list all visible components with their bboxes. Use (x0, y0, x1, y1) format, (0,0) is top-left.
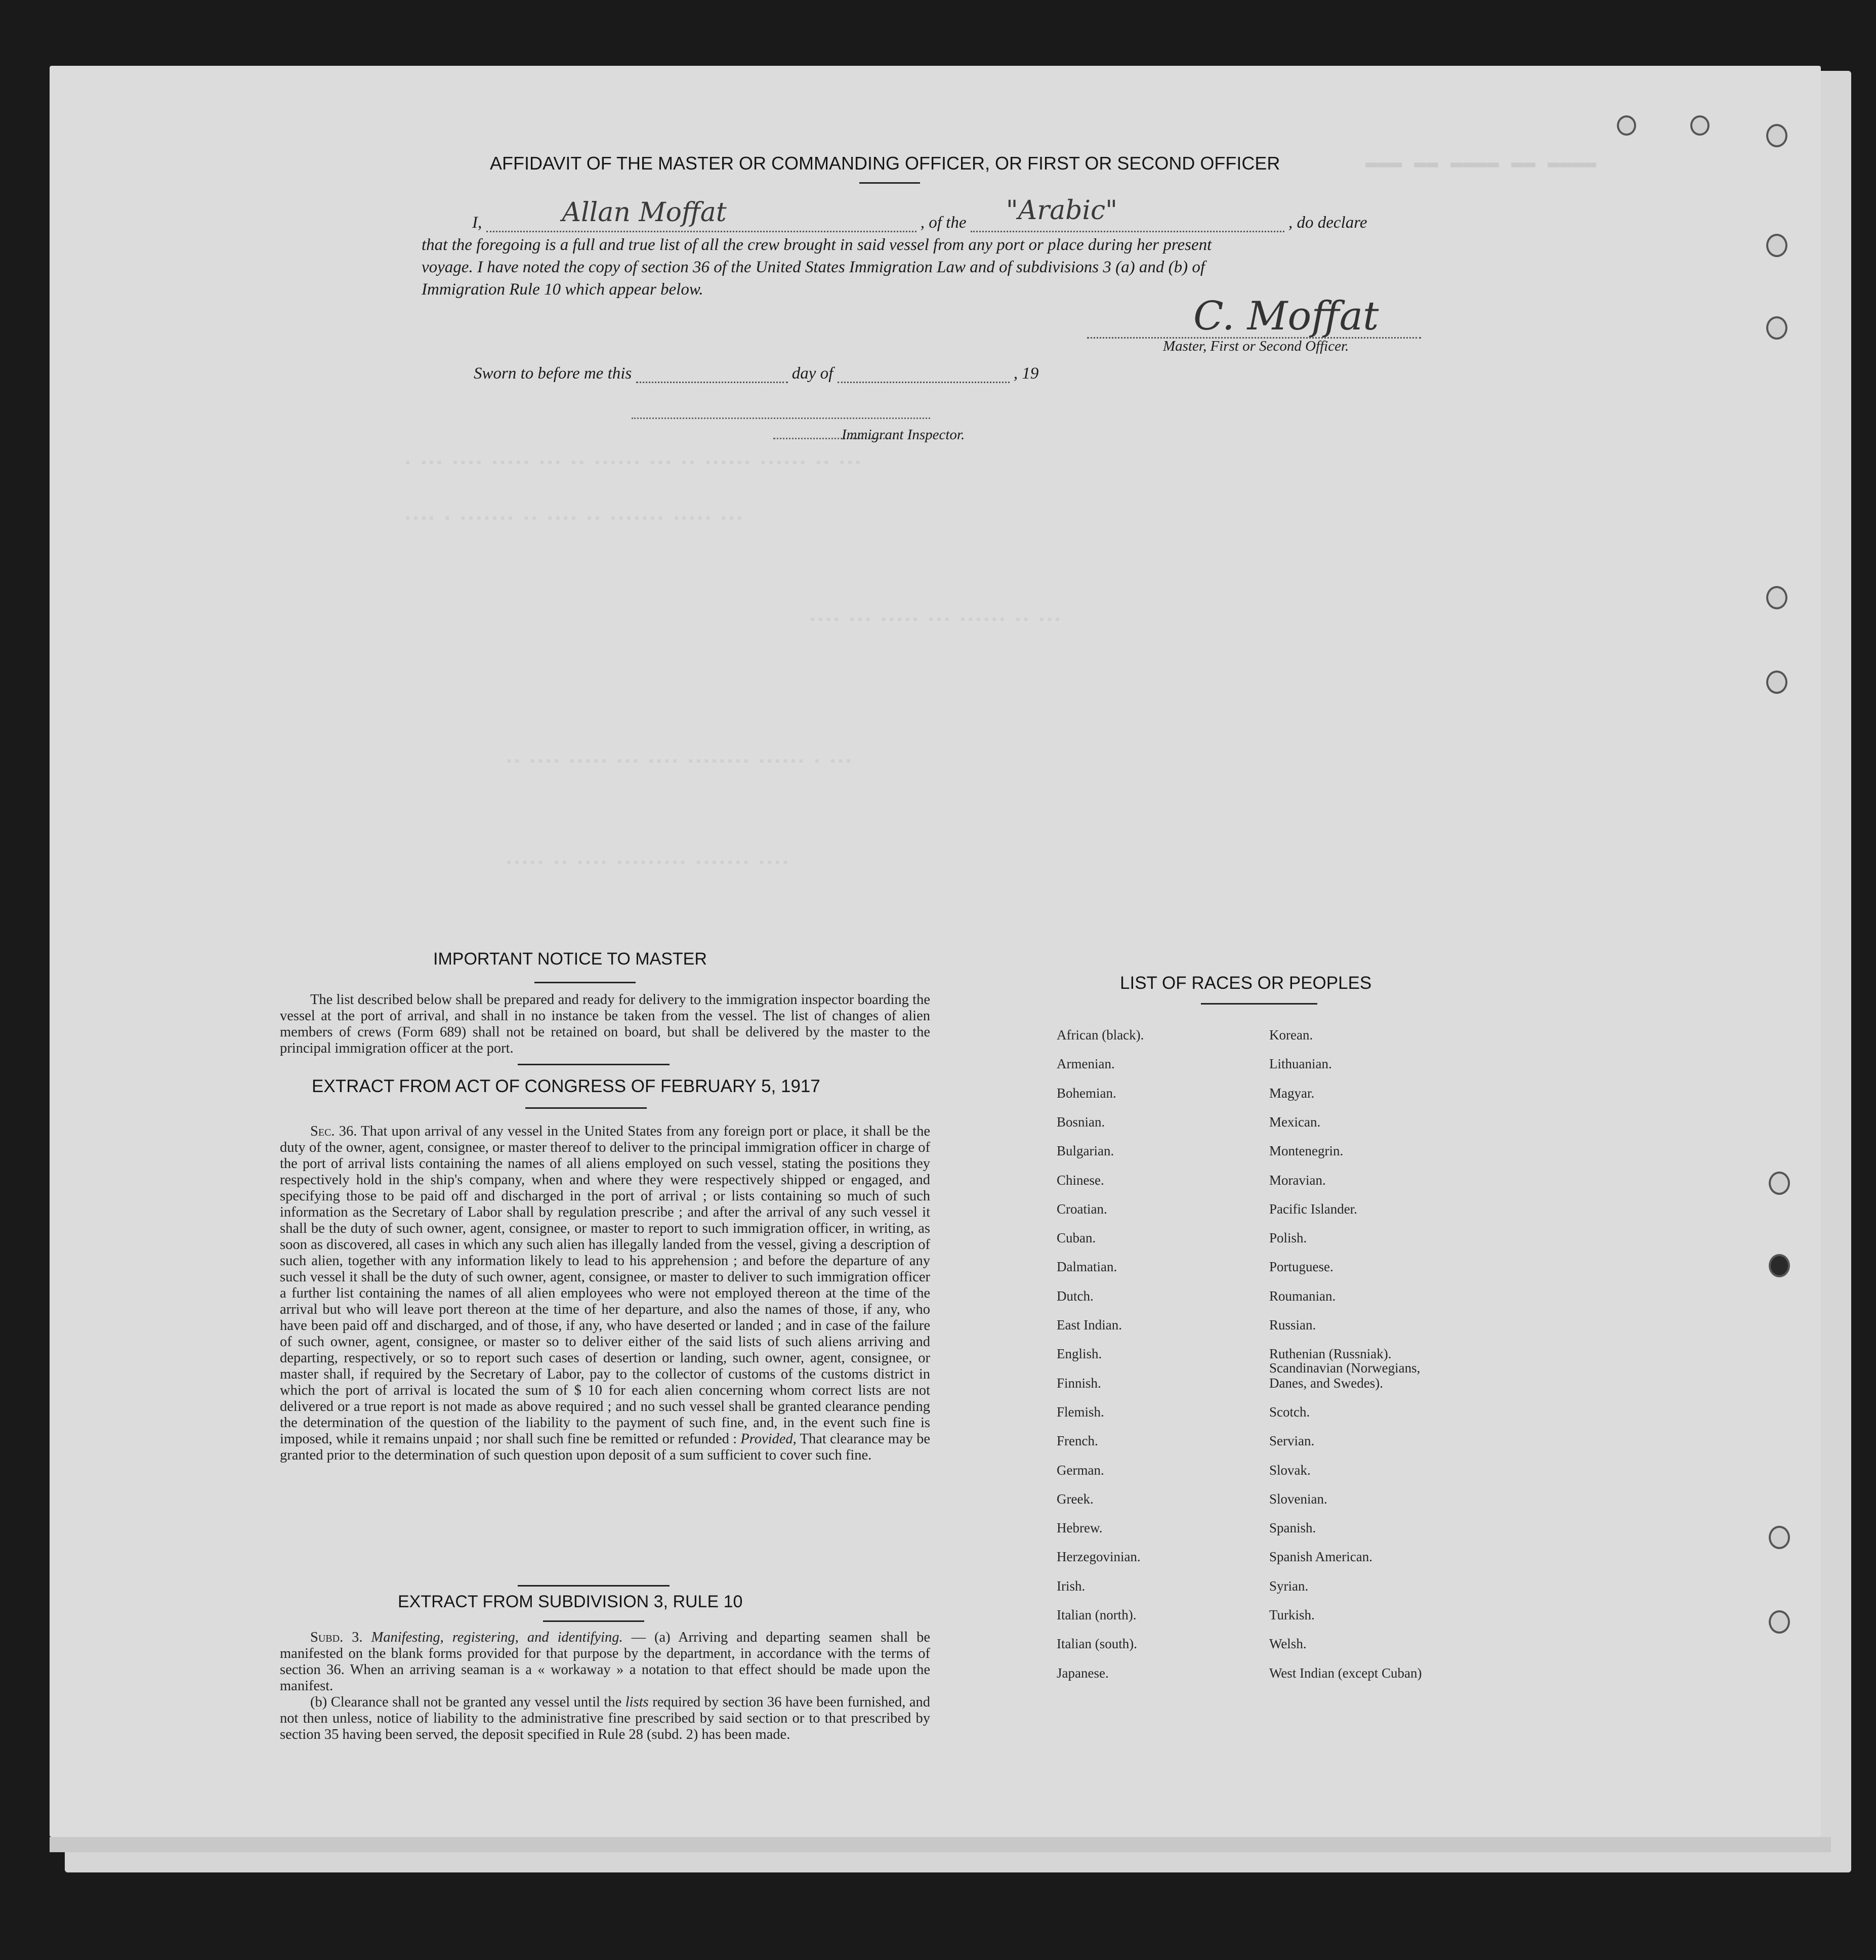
race-item: Welsh. (1269, 1636, 1307, 1651)
race-item: Roumanian. (1269, 1288, 1336, 1304)
race-item: Finnish. (1057, 1375, 1101, 1391)
race-item: French. (1057, 1433, 1098, 1448)
race-item: Bohemian. (1057, 1086, 1116, 1101)
race-item: Spanish. (1269, 1520, 1316, 1535)
bleed-through-row: ▪▪▪▪▪ ▪▪ ▪▪▪▪ ▪▪▪▪▪▪▪▪▪ ▪▪▪▪▪▪▪ ▪▪▪▪ (505, 855, 789, 870)
race-item: English. (1057, 1346, 1102, 1361)
punch-hole (1766, 316, 1787, 340)
act-section-label: Sec. 36. (310, 1123, 357, 1139)
punch-hole (1617, 115, 1636, 136)
rule10-rule (543, 1620, 644, 1622)
declaration-line-2: that the foregoing is a full and true list of all the crew brought in said vessel from any port or place during her present (422, 236, 1212, 254)
race-item: Herzegovinian. (1057, 1549, 1141, 1564)
race-item: Scotch. (1269, 1404, 1310, 1420)
year-label: , 19 (1013, 364, 1039, 383)
race-item: Pacific Islander. (1269, 1201, 1357, 1217)
page-edge (50, 1837, 1831, 1852)
race-item: Korean. (1269, 1027, 1313, 1042)
bleed-through-row: ▪▪▪▪ ▪ ▪▪▪▪▪▪▪ ▪▪ ▪▪▪▪ ▪▪ ▪▪▪▪▪▪▪ ▪▪▪▪▪ ▪▪▪ (404, 511, 743, 526)
race-item: Japanese. (1057, 1665, 1109, 1681)
notice-paragraph: The list described below shall be prepared and ready for delivery to the immigration inspector boarding the vessel at the port of arrival, and shall in no instance be taken from the vessel. The list of changes of alien members of crews (Form 689) shall not be retained on board, but shall be delivered by the master to the principal immigration officer at the port. (280, 992, 930, 1056)
race-item: Mexican. (1269, 1114, 1321, 1130)
sworn-month-field[interactable] (838, 366, 1010, 383)
punch-hole (1769, 1254, 1790, 1277)
subd-para-b-label: (b) (310, 1694, 327, 1710)
race-item: Chinese. (1057, 1173, 1104, 1188)
inspector-signature-line (632, 418, 930, 419)
inspector-caption: Immigrant Inspector. (842, 427, 965, 443)
race-item: Syrian. (1269, 1578, 1309, 1594)
race-item: Dalmatian. (1057, 1259, 1117, 1274)
race-item: Turkish. (1269, 1607, 1315, 1622)
sworn-line (474, 364, 1038, 383)
vessel-name: "Arabic" (1006, 195, 1118, 226)
races-left-column (1057, 1027, 1259, 1776)
race-item: Magyar. (1269, 1086, 1315, 1101)
subd-label: Subd. 3. (310, 1630, 363, 1645)
punch-hole (1766, 124, 1787, 147)
of-the-label: , of the (920, 214, 967, 232)
punch-hole (1766, 586, 1787, 609)
bleed-through-row: ▪ ▪▪▪ ▪▪▪▪ ▪▪▪▪▪ ▪▪▪ ▪▪ ▪▪▪▪▪▪ ▪▪▪ ▪▪ ▪▪▪▪▪▪ ▪▪▪▪▪▪ ▪▪ ▪▪▪ (404, 455, 862, 471)
act-rule (525, 1107, 647, 1109)
race-item: African (black). (1057, 1027, 1144, 1042)
sworn-day-field[interactable] (636, 366, 788, 383)
day-of-label: day of (791, 364, 833, 383)
race-item: Croatian. (1057, 1201, 1107, 1217)
act-provided: Provided, (740, 1431, 797, 1447)
notice-text (280, 992, 930, 1057)
subd-para-a: — (a) Arriving and departing seamen shall be manifested on the blank forms provided for that purpose by the department, in accordance with the terms of section 36. When an arriving seaman is a « workaway » a notation to that effect should be made upon the manifest. (280, 1630, 931, 1694)
race-item: Slovenian. (1269, 1491, 1327, 1507)
signature-caption: Master, First or Second Officer. (1163, 338, 1349, 354)
race-item: German. (1057, 1463, 1104, 1478)
race-item: Flemish. (1057, 1404, 1104, 1420)
punch-hole (1690, 115, 1710, 136)
act-end-rule (518, 1585, 670, 1587)
declaration-line-4: Immigration Rule 10 which appear below. (422, 280, 703, 299)
race-item: Montenegrin. (1269, 1143, 1344, 1158)
vessel-name-field[interactable] (971, 195, 1284, 232)
rule10-text (280, 1630, 930, 1743)
rule10-title: EXTRACT FROM SUBDIVISION 3, RULE 10 (398, 1592, 743, 1611)
race-item: Hebrew. (1057, 1520, 1103, 1535)
race-item: Greek. (1057, 1491, 1094, 1507)
act-title: EXTRACT FROM ACT OF CONGRESS OF FEBRUARY 5, 1917 (312, 1076, 820, 1096)
affidavit-title: AFFIDAVIT OF THE MASTER OR COMMANDING OFFICER, OR FIRST OR SECOND OFFICER (490, 153, 1280, 174)
rule10-paragraph-b (280, 1694, 930, 1743)
master-name: Allan Moffat (562, 197, 727, 228)
race-item: Servian. (1269, 1433, 1315, 1448)
race-item: Dutch. (1057, 1288, 1094, 1304)
master-name-field[interactable] (486, 197, 916, 232)
declaration-line-3: voyage. I have noted the copy of section 36 of the United States Immigration Law and of subdivisions 3 (a) and (b) of (422, 258, 1205, 276)
master-signature: C. Moffat (1193, 294, 1379, 339)
subd-para-b-lists: lists (625, 1694, 649, 1710)
race-item: Irish. (1057, 1578, 1086, 1594)
title-rule (859, 182, 920, 184)
race-item: East Indian. (1057, 1317, 1122, 1332)
punch-hole (1769, 1526, 1790, 1549)
race-item: Slovak. (1269, 1463, 1311, 1478)
punch-hole (1769, 1172, 1790, 1195)
race-item: Spanish American. (1269, 1549, 1372, 1564)
race-item: Portuguese. (1269, 1259, 1333, 1274)
act-body: That upon arrival of any vessel in the United States from any foreign port or place, it shall be the duty of the owner, agent, consignee, or master thereof to deliver to the principal immigration officer in charge of the port of arrival lists containing the names of all aliens employed on such vessel, stating the positions they respectively hold in the ship's company, when and where they were respectively shipped or engaged, and specifying those to be paid off and discharged in the port of arrival ; or lists containing so much of such information as the Secretary of Labor shall by regulation prescribe ; and after the arrival of any such vessel it shall be the duty of such owner, agent, consignee, or master to report to such immigration officer, in writing, as soon as discovered, all cases in which any such alien has illegally landed from the vessel, giving a description of such alien, together with any information likely to lead to his apprehension ; and before the departure of any such vessel it shall be the duty of such owner, agent, consignee, or master to deliver to such immigration officer a further list containing the names of all alien employees who were not employed thereon at the time of the arrival but who will leave port thereon at the time of her departure, and also the names of those, if any, who have been paid off and discharged, and of those, if any, who have deserted or landed ; and in case of the failure of such owner, agent, consignee, or master so to deliver either of the said lists of such aliens arriving and departing, respectively, or so to report such cases of desertion or landing, such owner, agent, consignee, or master shall, if required by the Secretary of Labor, pay to the collector of customs of the customs district in which the port of arrival is located the sum of $ 10 for each alien concerning whom correct lists are not delivered or a true report is not made as above required ; and no such vessel shall be granted clearance pending the determination of the question of the liability to the payment of such fine, and, in the event such fine is imposed, while it remains unpaid ; nor shall such fine be remitted or refunded : (280, 1123, 930, 1447)
bleed-through-heading: ▬▬▬ ▬▬ ▬▬▬▬ ▬▬ ▬▬▬▬ (1365, 152, 1597, 175)
race-item: Bulgarian. (1057, 1143, 1114, 1158)
i-label: I, (472, 214, 482, 232)
subd-para-b-2: required by section 36 have been furnished, and not then unless, notice of liability to the administrative fine prescribed by said section or to that prescribed by section 35 having been served, the deposit specified in Rule 28 (subd. 2) has been made. (280, 1694, 930, 1742)
race-item: Danes, and Swedes). (1269, 1375, 1383, 1391)
race-item: Russian. (1269, 1317, 1316, 1332)
sworn-label: Sworn to before me this (474, 364, 632, 383)
race-item: Scandinavian (Norwegians, (1269, 1360, 1421, 1375)
race-item: Ruthenian (Russniak). (1269, 1346, 1392, 1361)
act-body-end: That clearance may be granted prior to the determination of such question upon deposit of a sum sufficient to cover such fine. (280, 1431, 930, 1463)
document-page (50, 66, 1821, 1837)
races-title: LIST OF RACES OR PEOPLES (1120, 973, 1372, 993)
punch-hole (1769, 1610, 1790, 1634)
declaration-line-1 (472, 195, 1459, 232)
race-item: Bosnian. (1057, 1114, 1105, 1130)
race-item: Moravian. (1269, 1173, 1326, 1188)
races-rule (1201, 1003, 1317, 1005)
race-item: Italian (south). (1057, 1636, 1137, 1651)
punch-hole (1766, 234, 1787, 257)
subd-para-b-1: Clearance shall not be granted any vessel until the (330, 1694, 622, 1710)
bleed-through-row: ▪▪▪▪ ▪▪▪ ▪▪▪▪▪ ▪▪▪ ▪▪▪▪▪▪ ▪▪ ▪▪▪ (809, 612, 1062, 628)
race-item: West Indian (except Cuban) (1269, 1665, 1422, 1681)
race-item: Cuban. (1057, 1230, 1096, 1245)
notice-title: IMPORTANT NOTICE TO MASTER (433, 949, 707, 969)
rule10-paragraph-a (280, 1630, 930, 1694)
punch-hole (1766, 671, 1787, 694)
notice-rule (534, 982, 636, 983)
bleed-through-row: ▪▪ ▪▪▪▪ ▪▪▪▪▪ ▪▪▪ ▪▪▪▪ ▪▪▪▪▪▪▪▪ ▪▪▪▪▪▪ ▪ ▪▪▪ (505, 754, 853, 769)
subd-heading: Manifesting, registering, and identifying. (371, 1630, 623, 1645)
act-paragraph (280, 1123, 930, 1464)
race-item: Polish. (1269, 1230, 1307, 1245)
race-item: Armenian. (1057, 1056, 1115, 1071)
notice-end-rule (518, 1064, 670, 1065)
do-declare-label: , do declare (1288, 214, 1367, 232)
races-right-column (1269, 1027, 1532, 1776)
act-text (280, 1123, 930, 1464)
race-item: Lithuanian. (1269, 1056, 1332, 1071)
race-item: Italian (north). (1057, 1607, 1137, 1622)
